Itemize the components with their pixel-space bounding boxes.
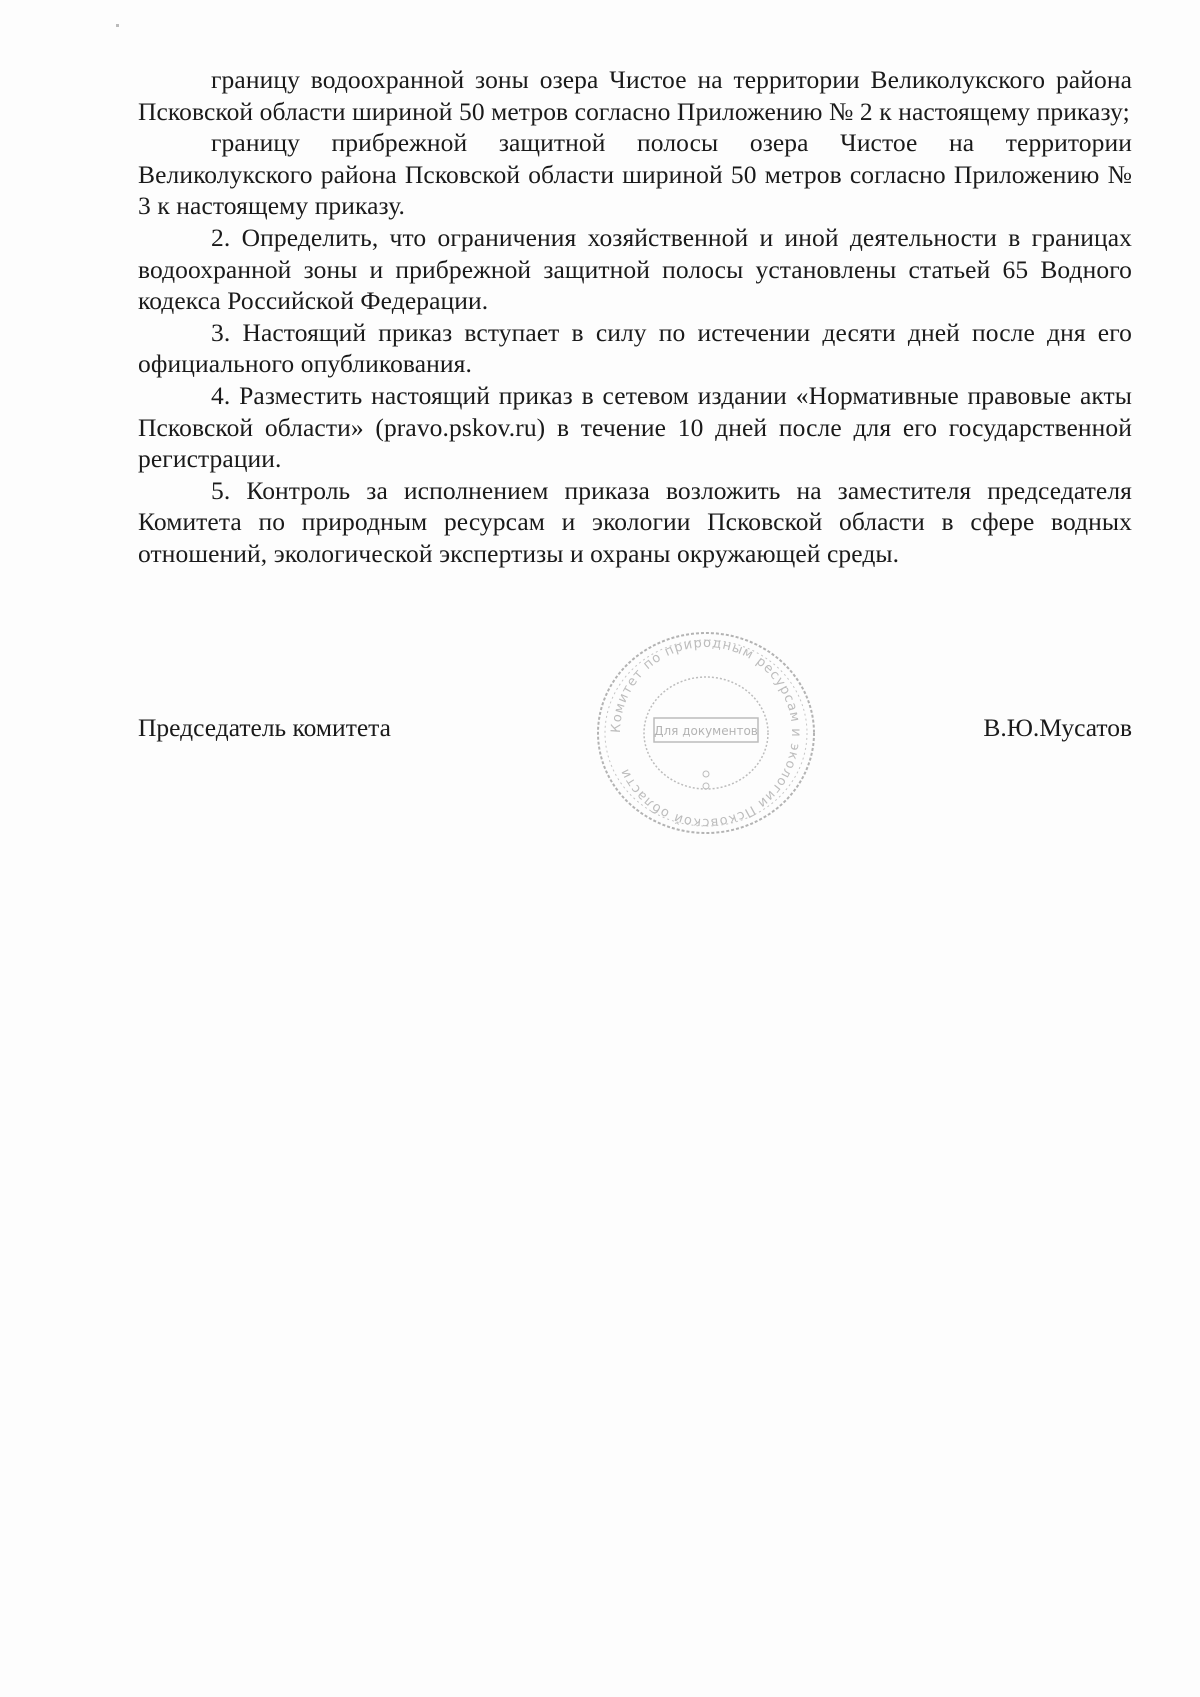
official-seal-stamp	[588, 626, 824, 840]
paragraph-item-3: 3. Настоящий приказ вступает в силу по истечении десяти дней после дня его официального опубликования.	[138, 317, 1132, 379]
document-body	[138, 64, 1132, 570]
paragraph-coastal-protection-strip: границу прибрежной защитной полосы озера Чистое на территории Великолукского района Псковской области шириной 50 метров согласно Приложению № 3 к настоящему приказу.	[138, 128, 1132, 221]
seal-ring-text: Комитет по природным ресурсам и экологии Псковской области	[608, 635, 804, 831]
paragraph-item-5: 5. Контроль за исполнением приказа возложить на заместителя председателя Комитета по природным ресурсам и экологии Псковской области в сфере водных отношений, экологической экспертизы и охраны окружающей среды.	[138, 475, 1132, 568]
paragraph-item-2: 2. Определить, что ограничения хозяйственной и иной деятельности в границах водоохранной зоны и прибрежной защитной полосы установлены статьей 65 Водного кодекса Российской Федерации.	[138, 222, 1132, 316]
seal-center-text: Для документов	[654, 724, 758, 738]
scan-artifact	[116, 24, 119, 27]
signatory-title: Председатель комитета	[138, 713, 391, 742]
signatory-name: В.Ю.Мусатов	[983, 713, 1132, 742]
paragraph-water-protection-zone: границу водоохранной зоны озера Чистое на территории Великолукского района Псковской области шириной 50 метров согласно Приложению № 2 к настоящему приказу;	[138, 65, 1132, 126]
paragraph-item-4: 4. Разместить настоящий приказ в сетевом издании «Нормативные правовые акты Псковской области» (pravo.pskov.ru) в течение 10 дней после для его государственной регистрации.	[138, 380, 1132, 474]
